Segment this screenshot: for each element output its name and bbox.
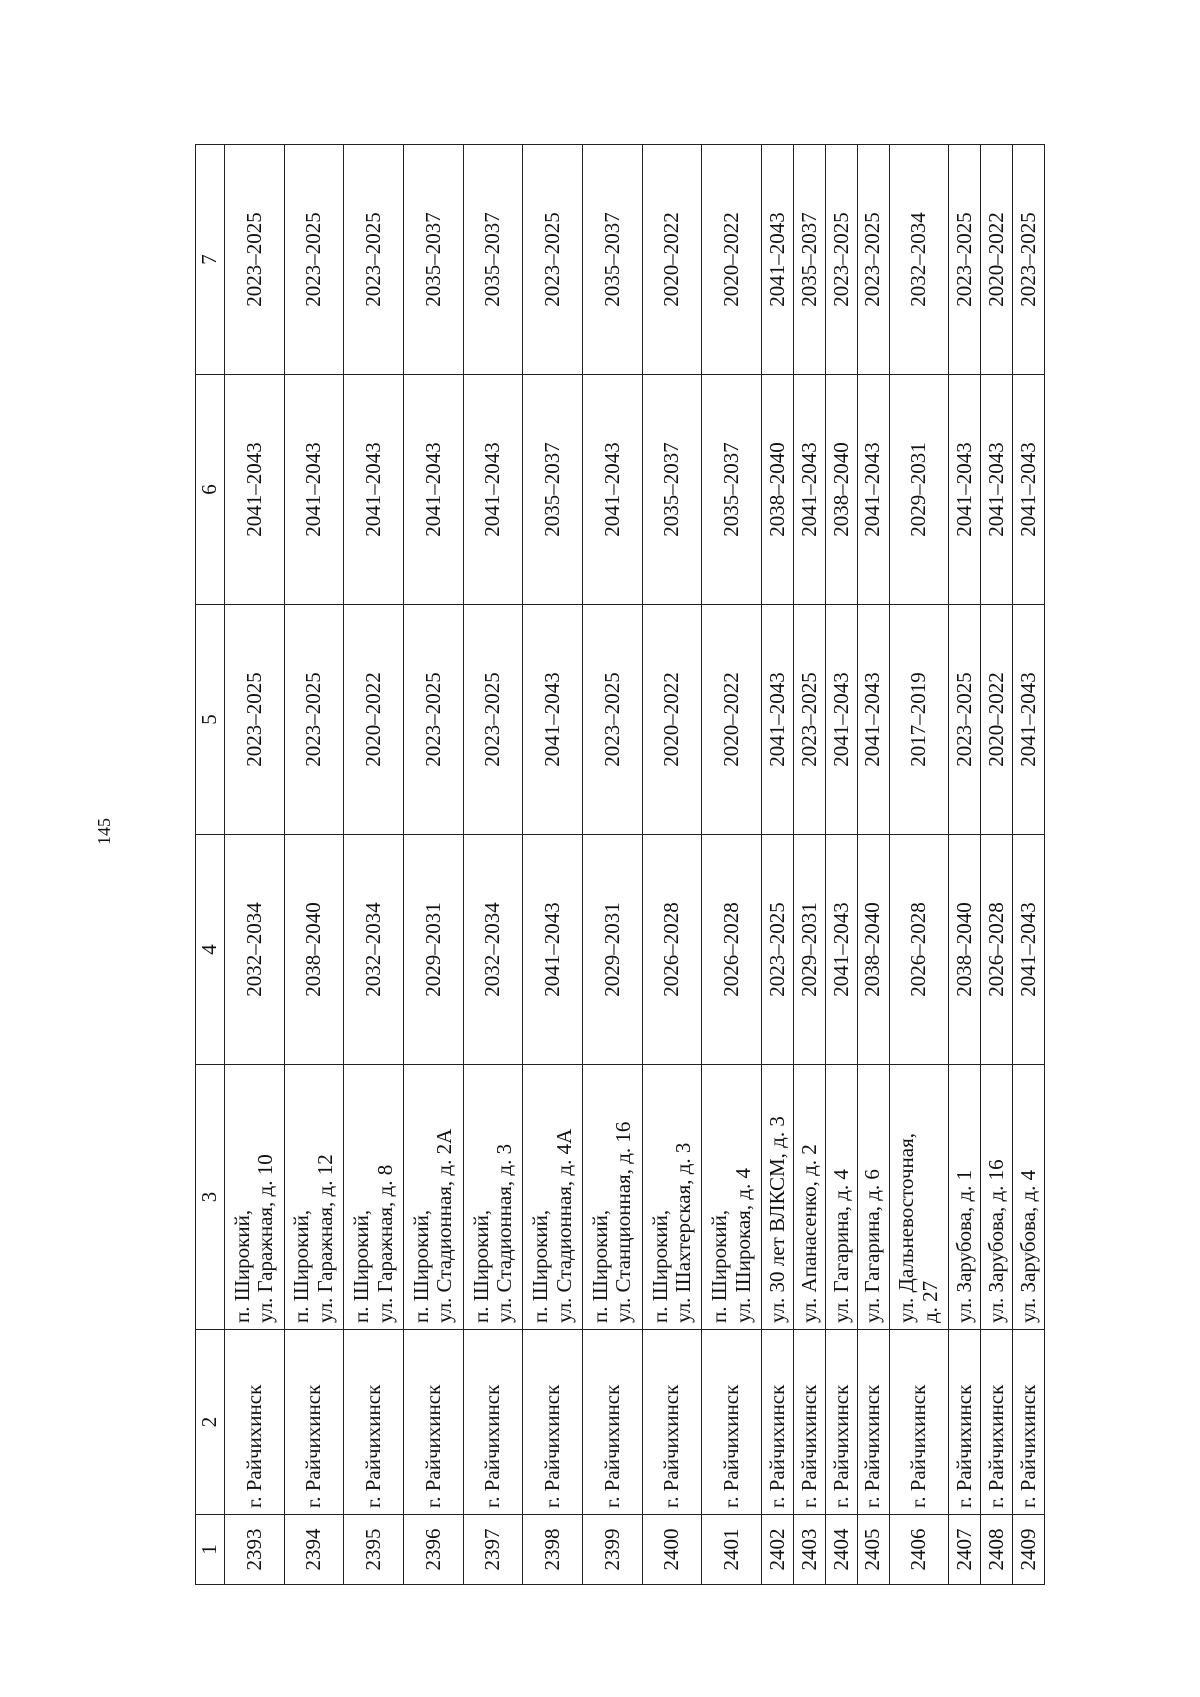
column-header: 2 (196, 1330, 225, 1515)
address-line: ул. Широкая, д. 4 (730, 1167, 755, 1323)
table-row (857, 145, 889, 1585)
address-line: п. Широкий, (528, 1209, 553, 1323)
city-cell: г. Райчихинск (284, 1330, 344, 1515)
row-number-cell: 2393 (225, 1515, 285, 1585)
table-row (523, 145, 583, 1585)
period-col6-cell: 2035–2037 (523, 375, 583, 605)
address-cell (1013, 1065, 1045, 1330)
period-col6-cell: 2041–2043 (284, 375, 344, 605)
period-col4-cell: 2032–2034 (225, 835, 285, 1065)
table-row (702, 145, 762, 1585)
period-col6-cell: 2041–2043 (344, 375, 404, 605)
period-col5-cell: 2041–2043 (762, 605, 794, 835)
address-cell (642, 1065, 702, 1330)
address-line: ул. Шахтерская, д. 3 (671, 1142, 696, 1323)
table-row (981, 145, 1013, 1585)
address-cell (762, 1065, 794, 1330)
period-col7-cell: 2035–2037 (404, 145, 464, 375)
table-row (1013, 145, 1045, 1585)
period-col7-cell: 2041–2043 (762, 145, 794, 375)
period-col5-cell: 2017–2019 (889, 605, 949, 835)
period-col6-cell: 2035–2037 (702, 375, 762, 605)
address-line: ул. Гагарина, д. 4 (828, 1169, 853, 1323)
city-cell: г. Райчихинск (702, 1330, 762, 1515)
table-row (949, 145, 981, 1585)
period-col4-cell: 2032–2034 (463, 835, 523, 1065)
row-number-cell: 2409 (1013, 1515, 1045, 1585)
city-cell: г. Райчихинск (825, 1330, 857, 1515)
address-cell (949, 1065, 981, 1330)
table-row (793, 145, 825, 1585)
period-col6-cell: 2029–2031 (889, 375, 949, 605)
period-col6-cell: 2035–2037 (642, 375, 702, 605)
period-col6-cell: 2041–2043 (404, 375, 464, 605)
page-number: 145 (94, 818, 114, 845)
period-col7-cell: 2032–2034 (889, 145, 949, 375)
period-col6-cell: 2041–2043 (949, 375, 981, 605)
address-cell (583, 1065, 643, 1330)
address-line: ул. Зарубова, д. 16 (983, 1159, 1008, 1323)
period-col5-cell: 2023–2025 (404, 605, 464, 835)
city-cell: г. Райчихинск (981, 1330, 1013, 1515)
period-col7-cell: 2023–2025 (825, 145, 857, 375)
period-col5-cell: 2041–2043 (1013, 605, 1045, 835)
period-col6-cell: 2041–2043 (793, 375, 825, 605)
address-line: п. Широкий, (408, 1209, 433, 1323)
row-number-cell: 2397 (463, 1515, 523, 1585)
period-col5-cell: 2023–2025 (284, 605, 344, 835)
address-line: ул. Апанасенко, д. 2 (796, 1144, 821, 1323)
period-col4-cell: 2032–2034 (344, 835, 404, 1065)
period-col7-cell: 2020–2022 (642, 145, 702, 375)
period-col4-cell: 2038–2040 (949, 835, 981, 1065)
city-cell: г. Райчихинск (857, 1330, 889, 1515)
column-header: 7 (196, 145, 225, 375)
address-cell (981, 1065, 1013, 1330)
period-col7-cell: 2023–2025 (344, 145, 404, 375)
column-header: 3 (196, 1065, 225, 1330)
period-col4-cell: 2026–2028 (981, 835, 1013, 1065)
address-line: ул. Зарубова, д. 1 (951, 1169, 976, 1323)
rotated-table-container (195, 145, 1045, 1585)
city-cell: г. Райчихинск (762, 1330, 794, 1515)
period-col4-cell: 2038–2040 (857, 835, 889, 1065)
period-col7-cell: 2023–2025 (857, 145, 889, 375)
table-row (583, 145, 643, 1585)
row-number-cell: 2394 (284, 1515, 344, 1585)
address-cell (404, 1065, 464, 1330)
period-col5-cell: 2020–2022 (344, 605, 404, 835)
address-line: п. Широкий, (587, 1209, 612, 1323)
address-line: ул. Стадионная, д. 3 (492, 1143, 517, 1323)
address-cell (857, 1065, 889, 1330)
period-col4-cell: 2023–2025 (762, 835, 794, 1065)
row-number-cell: 2403 (793, 1515, 825, 1585)
table-row (762, 145, 794, 1585)
column-header: 1 (196, 1515, 225, 1585)
table-row (889, 145, 949, 1585)
period-col5-cell: 2020–2022 (702, 605, 762, 835)
period-col4-cell: 2041–2043 (1013, 835, 1045, 1065)
row-number-cell: 2402 (762, 1515, 794, 1585)
table-header (196, 145, 225, 1585)
period-col5-cell: 2041–2043 (825, 605, 857, 835)
address-line: п. Широкий, (229, 1209, 254, 1323)
registry-table (195, 144, 1045, 1585)
address-cell (463, 1065, 523, 1330)
city-cell: г. Райчихинск (404, 1330, 464, 1515)
address-line: ул. Гаражная, д. 10 (253, 1154, 278, 1323)
address-line: ул. Гаражная, д. 12 (313, 1154, 337, 1323)
row-number-cell: 2395 (344, 1515, 404, 1585)
period-col5-cell: 2041–2043 (857, 605, 889, 835)
address-line: п. Широкий, (349, 1209, 374, 1323)
period-col4-cell: 2026–2028 (702, 835, 762, 1065)
period-col5-cell: 2023–2025 (793, 605, 825, 835)
column-header: 5 (196, 605, 225, 835)
city-cell: г. Райчихинск (642, 1330, 702, 1515)
address-cell (344, 1065, 404, 1330)
period-col4-cell: 2038–2040 (284, 835, 344, 1065)
period-col6-cell: 2041–2043 (463, 375, 523, 605)
period-col6-cell: 2038–2040 (762, 375, 794, 605)
row-number-cell: 2399 (583, 1515, 643, 1585)
period-col7-cell: 2023–2025 (949, 145, 981, 375)
address-line: ул. Станционная, д. 16 (611, 1121, 636, 1323)
period-col6-cell: 2041–2043 (225, 375, 285, 605)
city-cell: г. Райчихинск (225, 1330, 285, 1515)
row-number-cell: 2405 (857, 1515, 889, 1585)
city-cell: г. Райчихинск (1013, 1330, 1045, 1515)
address-cell (889, 1065, 949, 1330)
table-row (642, 145, 702, 1585)
period-col5-cell: 2023–2025 (225, 605, 285, 835)
address-cell (825, 1065, 857, 1330)
table-row (225, 145, 285, 1585)
address-line: д. 27 (917, 1280, 942, 1323)
address-cell (523, 1065, 583, 1330)
period-col5-cell: 2041–2043 (523, 605, 583, 835)
period-col7-cell: 2023–2025 (523, 145, 583, 375)
city-cell: г. Райчихинск (583, 1330, 643, 1515)
period-col4-cell: 2029–2031 (583, 835, 643, 1065)
period-col4-cell: 2026–2028 (889, 835, 949, 1065)
column-header: 4 (196, 835, 225, 1065)
period-col6-cell: 2038–2040 (825, 375, 857, 605)
period-col6-cell: 2041–2043 (981, 375, 1013, 605)
address-cell (702, 1065, 762, 1330)
period-col4-cell: 2041–2043 (523, 835, 583, 1065)
row-number-cell: 2406 (889, 1515, 949, 1585)
period-col5-cell: 2020–2022 (642, 605, 702, 835)
table-row (344, 145, 404, 1585)
table-row (463, 145, 523, 1585)
column-header: 6 (196, 375, 225, 605)
period-col6-cell: 2041–2043 (583, 375, 643, 605)
header-row (196, 145, 225, 1585)
period-col5-cell: 2023–2025 (463, 605, 523, 835)
period-col5-cell: 2023–2025 (583, 605, 643, 835)
address-line: ул. Стадионная, д. 2А (432, 1128, 457, 1323)
table-row (404, 145, 464, 1585)
address-line: ул. Дальневосточная, (894, 1132, 919, 1323)
address-line: п. Широкий, (647, 1209, 672, 1323)
period-col4-cell: 2029–2031 (793, 835, 825, 1065)
city-cell: г. Райчихинск (889, 1330, 949, 1515)
address-line: п. Широкий, (707, 1209, 732, 1323)
address-cell (793, 1065, 825, 1330)
period-col5-cell: 2023–2025 (949, 605, 981, 835)
city-cell: г. Райчихинск (949, 1330, 981, 1515)
table-row (825, 145, 857, 1585)
period-col6-cell: 2041–2043 (1013, 375, 1045, 605)
period-col7-cell: 2035–2037 (463, 145, 523, 375)
row-number-cell: 2398 (523, 1515, 583, 1585)
period-col4-cell: 2041–2043 (825, 835, 857, 1065)
period-col7-cell: 2023–2025 (225, 145, 285, 375)
period-col7-cell: 2023–2025 (284, 145, 344, 375)
address-cell (225, 1065, 285, 1330)
address-line: ул. 30 лет ВЛКСМ, д. 3 (764, 1116, 789, 1323)
period-col6-cell: 2041–2043 (857, 375, 889, 605)
period-col7-cell: 2020–2022 (981, 145, 1013, 375)
city-cell: г. Райчихинск (463, 1330, 523, 1515)
address-line: ул. Стадионная, д. 4А (551, 1128, 576, 1323)
city-cell: г. Райчихинск (344, 1330, 404, 1515)
city-cell: г. Райчихинск (793, 1330, 825, 1515)
table-row (284, 145, 344, 1585)
address-line: п. Широкий, (289, 1209, 314, 1323)
row-number-cell: 2408 (981, 1515, 1013, 1585)
period-col4-cell: 2029–2031 (404, 835, 464, 1065)
period-col7-cell: 2035–2037 (793, 145, 825, 375)
address-cell (284, 1065, 344, 1330)
row-number-cell: 2396 (404, 1515, 464, 1585)
table-body (225, 145, 1045, 1585)
address-line: ул. Гагарина, д. 6 (860, 1169, 885, 1323)
address-line: ул. Зарубова, д. 4 (1015, 1169, 1040, 1323)
city-cell: г. Райчихинск (523, 1330, 583, 1515)
row-number-cell: 2400 (642, 1515, 702, 1585)
row-number-cell: 2404 (825, 1515, 857, 1585)
address-line: п. Широкий, (468, 1209, 493, 1323)
row-number-cell: 2401 (702, 1515, 762, 1585)
row-number-cell: 2407 (949, 1515, 981, 1585)
period-col7-cell: 2023–2025 (1013, 145, 1045, 375)
period-col7-cell: 2035–2037 (583, 145, 643, 375)
period-col5-cell: 2020–2022 (981, 605, 1013, 835)
period-col7-cell: 2020–2022 (702, 145, 762, 375)
address-line: ул. Гаражная, д. 8 (372, 1164, 397, 1323)
period-col4-cell: 2026–2028 (642, 835, 702, 1065)
